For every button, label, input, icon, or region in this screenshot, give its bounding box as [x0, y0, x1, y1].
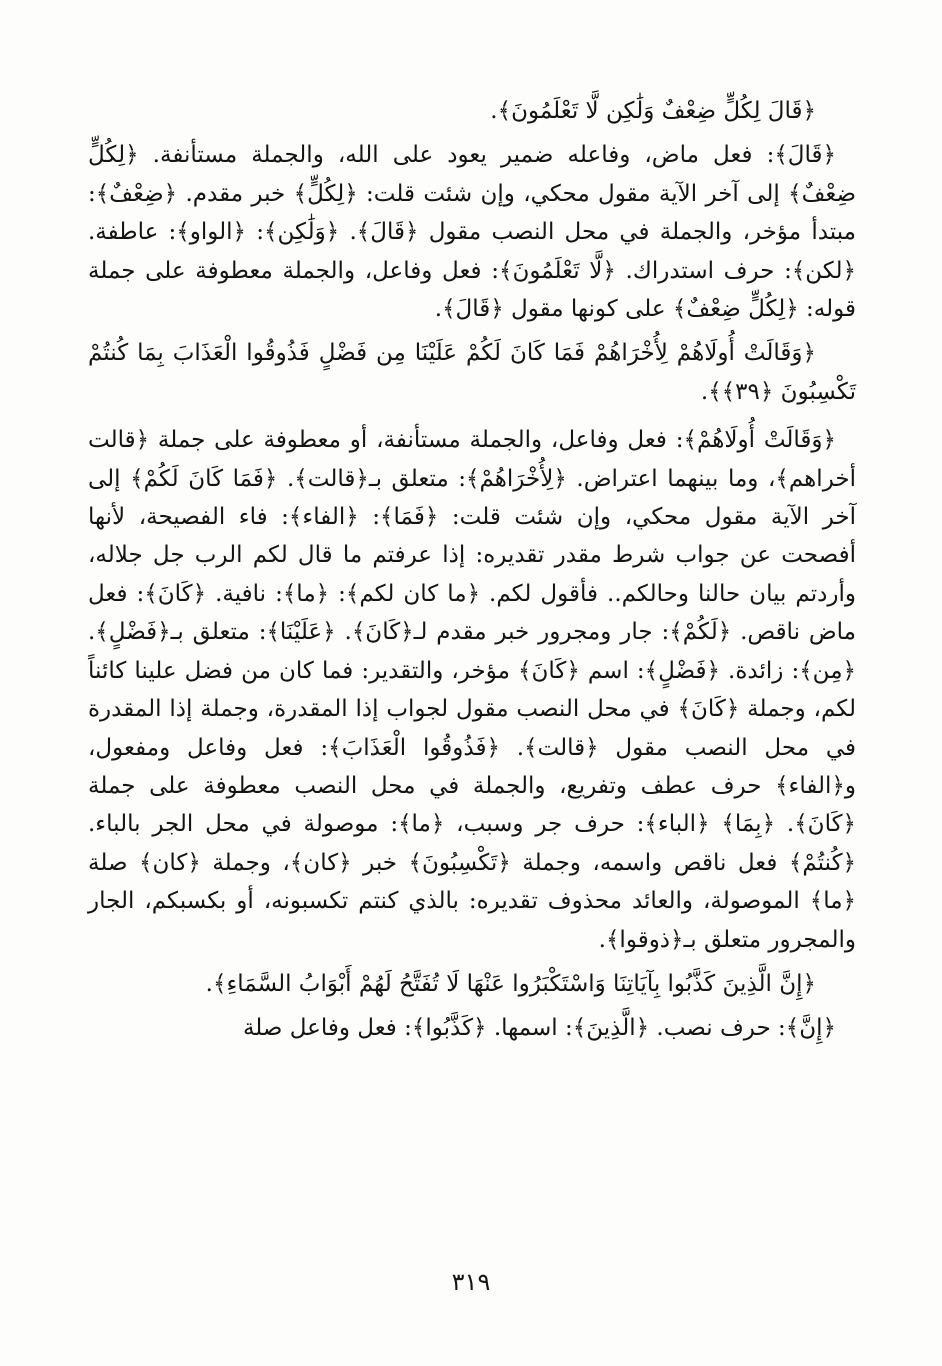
page-number: ٣١٩: [451, 1268, 491, 1296]
verse-line: ﴿وَقَالَتْ أُولَاهُمْ لِأُخْرَاهُمْ فَمَا كَانَ لَكُمْ عَلَيْنَا مِن فَضْلٍ فَذُوقُوا الْعَذَابَ بِمَا كُنتُمْ تَكْسِبُونَ ﴿٣٩﴾﴾.: [88, 340, 856, 405]
page-body: [88, 92, 856, 1048]
commentary-paragraph: ﴿وَقَالَتْ أُولَاهُمْ﴾: فعل وفاعل، والجملة مستأنفة، أو معطوفة على جملة ﴿قالت أخراهم﴾، وما بينهما اعتراض. ﴿لِأُخْرَاهُمْ﴾: متعلق بـ﴿قالت﴾. ﴿فَمَا كَانَ لَكُمْ﴾ إلى آخر الآية مقول محكي، وإن شئت قلت: ﴿فَمَا﴾: ﴿الفاء﴾: فاء الفصيحة، لأنها أفصحت عن جواب شرط مقدر تقديره: إذا عرفتم ما قال لكم الرب جل جلاله، وأردتم بيان حالنا وحالكم.. فأقول لكم. ﴿ما كان لكم﴾: ﴿ما﴾: نافية. ﴿كَانَ﴾: فعل ماض ناقص. ﴿لَكُمْ﴾: جار ومجرور خبر مقدم لـ﴿كَانَ﴾. ﴿عَلَيْنَا﴾: متعلق بـ﴿فَضْلٍ﴾. ﴿مِن﴾: زائدة. ﴿فَضْلٍ﴾: اسم ﴿كَانَ﴾ مؤخر، والتقدير: فما كان من فضل علينا كائناً لكم، وجملة ﴿كَانَ﴾ في محل النصب مقول لجواب إذا المقدرة، وجملة إذا المقدرة في محل النصب مقول ﴿قالت﴾. ﴿فَذُوقُوا الْعَذَابَ﴾: فعل وفاعل ومفعول، و﴿الفاء﴾ حرف عطف وتفريع، والجملة في محل النصب معطوفة على جملة ﴿كَانَ﴾. ﴿بِمَا﴾ ﴿الباء﴾: حرف جر وسبب، ﴿ما﴾: موصولة في محل الجر بالباء. ﴿كُنتُمْ﴾ فعل ناقص واسمه، وجملة ﴿تَكْسِبُونَ﴾ خبر ﴿كان﴾، وجملة ﴿كان﴾ صلة ﴿ما﴾ الموصولة، والعائد محذوف تقديره: بالذي كنتم تكسبونه، أو بكسبكم، الجار والمجرور متعلق بـ﴿ذوقوا﴾.: [88, 427, 856, 953]
verse-line: ﴿إِنَّ الَّذِينَ كَذَّبُوا بِآيَاتِنَا وَاسْتَكْبَرُوا عَنْهَا لَا تُفَتَّحُ لَهُمْ أَبْوَابُ السَّمَاءِ﴾.: [205, 970, 816, 997]
verse-line: ﴿قَالَ لِكُلٍّ ضِعْفٌ وَلَٰكِن لَّا تَعْلَمُونَ﴾.: [490, 98, 816, 124]
commentary-paragraph: ﴿إِنَّ﴾: حرف نصب. ﴿الَّذِينَ﴾: اسمها. ﴿كَذَّبُوا﴾: فعل وفاعل صلة: [242, 1015, 836, 1042]
commentary-paragraph: ﴿قَالَ﴾: فعل ماض، وفاعله ضمير يعود على الله، والجملة مستأنفة. ﴿لِكُلٍّ ضِعْفٌ﴾ إلى آخر الآية مقول محكي، وإن شئت قلت: ﴿لِكُلٍّ﴾ خبر مقدم. ﴿ضِعْفٌ﴾: مبتدأ مؤخر، والجملة في محل النصب مقول ﴿قَالَ﴾. ﴿وَلَٰكِن﴾: ﴿الواو﴾: عاطفة. ﴿لكن﴾: حرف استدراك. ﴿لَّا تَعْلَمُونَ﴾: فعل وفاعل، والجملة معطوفة على جملة قوله: ﴿لِكُلٍّ ضِعْفٌ﴾ على كونها مقول ﴿قَالَ﴾.: [88, 142, 856, 323]
